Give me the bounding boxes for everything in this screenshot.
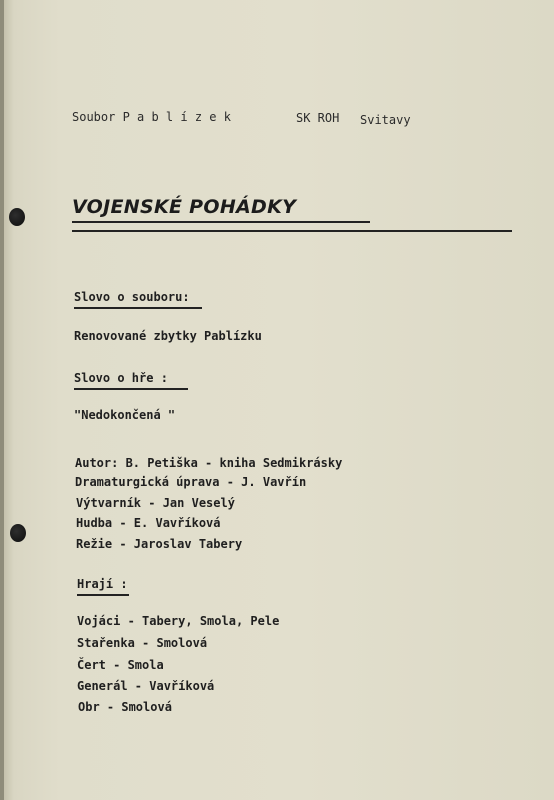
credit-line: Autor: B. Petiška - kniha Sedmikrásky (75, 456, 343, 470)
ensemble-name: Soubor P a b l í z e k (72, 110, 231, 124)
cast-heading: Hrají : (77, 577, 128, 591)
about-heading-underline (74, 307, 202, 309)
credit-line: Výtvarník - Jan Veselý (76, 496, 235, 510)
cast-heading-underline (77, 594, 129, 596)
organization: SK ROH (296, 111, 340, 125)
punch-hole-top (9, 208, 25, 226)
punch-hole-bottom (10, 524, 26, 542)
play-heading-underline (74, 388, 188, 390)
credit-line: Hudba - E. Vavříková (76, 516, 221, 530)
cast-line: Generál - Vavříková (77, 679, 215, 693)
city: Svitavy (360, 113, 411, 127)
about-text: Renovované zbytky Pablízku (74, 329, 262, 343)
cast-line: Čert - Smola (77, 658, 164, 672)
page-title: VOJENSKÉ POHÁDKY (72, 196, 297, 218)
cast-line: Obr - Smolová (78, 700, 172, 714)
play-text: "Nedokončená " (74, 408, 176, 422)
binder-spine (0, 0, 4, 800)
cast-line: Stařenka - Smolová (77, 636, 208, 650)
play-heading: Slovo o hře : (74, 371, 168, 385)
title-underline-bottom (72, 230, 512, 232)
credit-line: Režie - Jaroslav Tabery (76, 537, 243, 551)
about-heading: Slovo o souboru: (74, 290, 190, 304)
cast-line: Vojáci - Tabery, Smola, Pele (77, 614, 280, 628)
credit-line: Dramaturgická úprava - J. Vavřín (75, 475, 307, 489)
title-underline-top (72, 221, 370, 223)
